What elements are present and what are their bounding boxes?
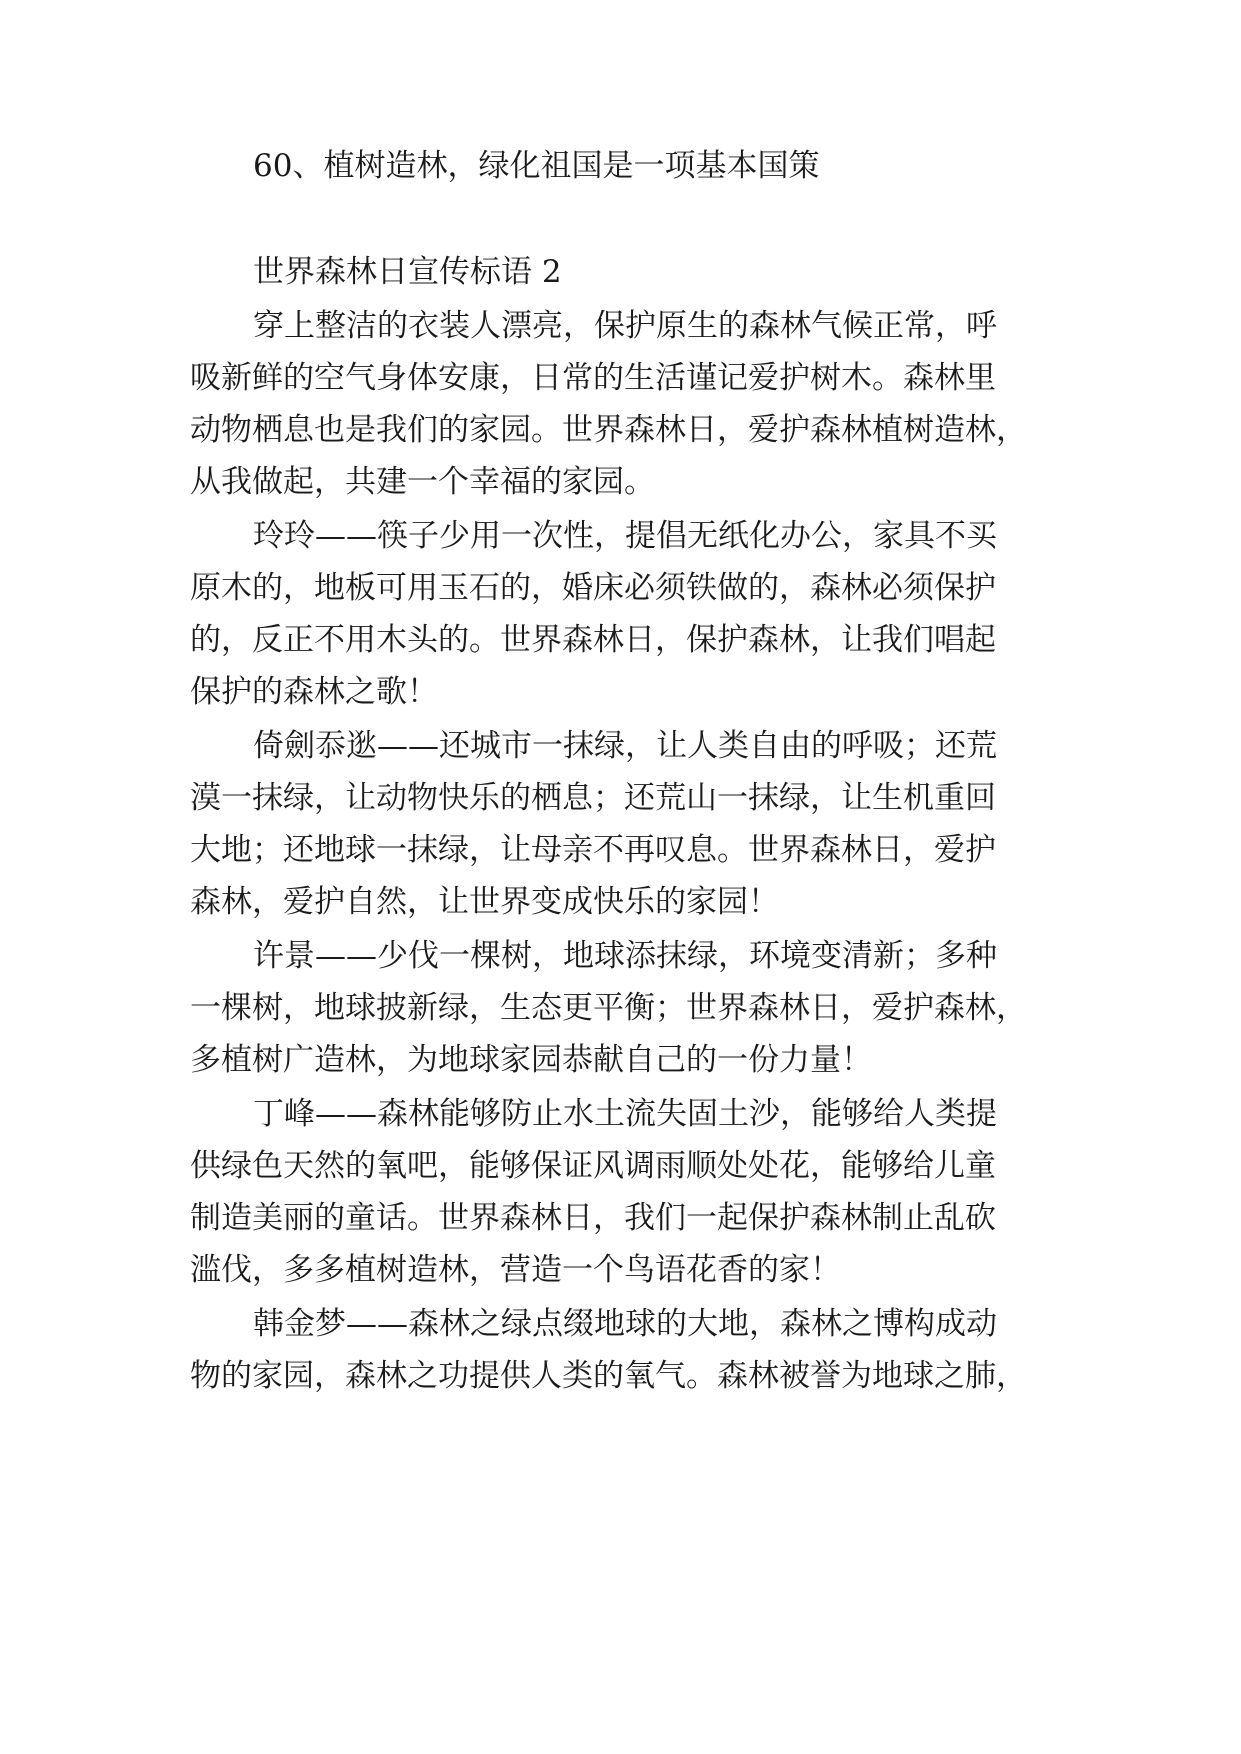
paragraph-line: 原木的，地板可用玉石的，婚床必须铁做的，森林必须保护: [190, 570, 996, 606]
paragraph-line: 物的家园，森林之功提供人类的氧气。森林被誉为地球之肺，: [190, 1358, 1027, 1394]
section-heading: 世界森林日宣传标语 2: [253, 254, 562, 290]
paragraph-line: 丁峰——森林能够防止水土流失固土沙，能够给人类提: [253, 1096, 997, 1132]
paragraph-line: 滥伐，多多植树造林，营造一个鸟语花香的家！: [190, 1252, 841, 1288]
paragraph-line: 动物栖息也是我们的家园。世界森林日，爱护森林植树造林，: [190, 412, 1027, 448]
paragraph-line: 一棵树，地球披新绿，生态更平衡；世界森林日，爱护森林，: [190, 990, 1027, 1026]
paragraph-line: 玲玲——筷子少用一次性，提倡无纸化办公，家具不买: [253, 518, 997, 554]
paragraph-line: 多植树广造林，为地球家园恭献自己的一份力量！: [190, 1042, 872, 1078]
paragraph-line: 保护的森林之歌！: [190, 674, 438, 710]
paragraph-line: 大地；还地球一抹绿，让母亲不再叹息。世界森林日，爱护: [190, 832, 996, 868]
paragraph-line: 倚劍忝逖——还城市一抹绿，让人类自由的呼吸；还荒: [253, 728, 997, 764]
paragraph-line: 许景——少伐一棵树，地球添抹绿，环境变清新；多种: [253, 938, 997, 974]
paragraph-line: 森林，爱护自然，让世界变成快乐的家园！: [190, 884, 779, 920]
paragraph-line: 韩金梦——森林之绿点缀地球的大地，森林之博构成动: [253, 1306, 997, 1342]
paragraph-line: 制造美丽的童话。世界森林日，我们一起保护森林制止乱砍: [190, 1200, 996, 1236]
list-item-60: 60、植树造林，绿化祖国是一项基本国策: [253, 148, 820, 184]
paragraph-line: 穿上整洁的衣装人漂亮，保护原生的森林气候正常，呼: [253, 308, 997, 344]
paragraph-line: 供绿色天然的氧吧，能够保证风调雨顺处处花，能够给儿童: [190, 1148, 996, 1184]
paragraph-line: 漠一抹绿，让动物快乐的栖息；还荒山一抹绿，让生机重回: [190, 780, 996, 816]
paragraph-line: 从我做起，共建一个幸福的家园。: [190, 464, 655, 500]
paragraph-line: 的，反正不用木头的。世界森林日，保护森林，让我们唱起: [190, 622, 996, 658]
paragraph-line: 吸新鲜的空气身体安康，日常的生活谨记爱护树木。森林里: [190, 360, 996, 396]
